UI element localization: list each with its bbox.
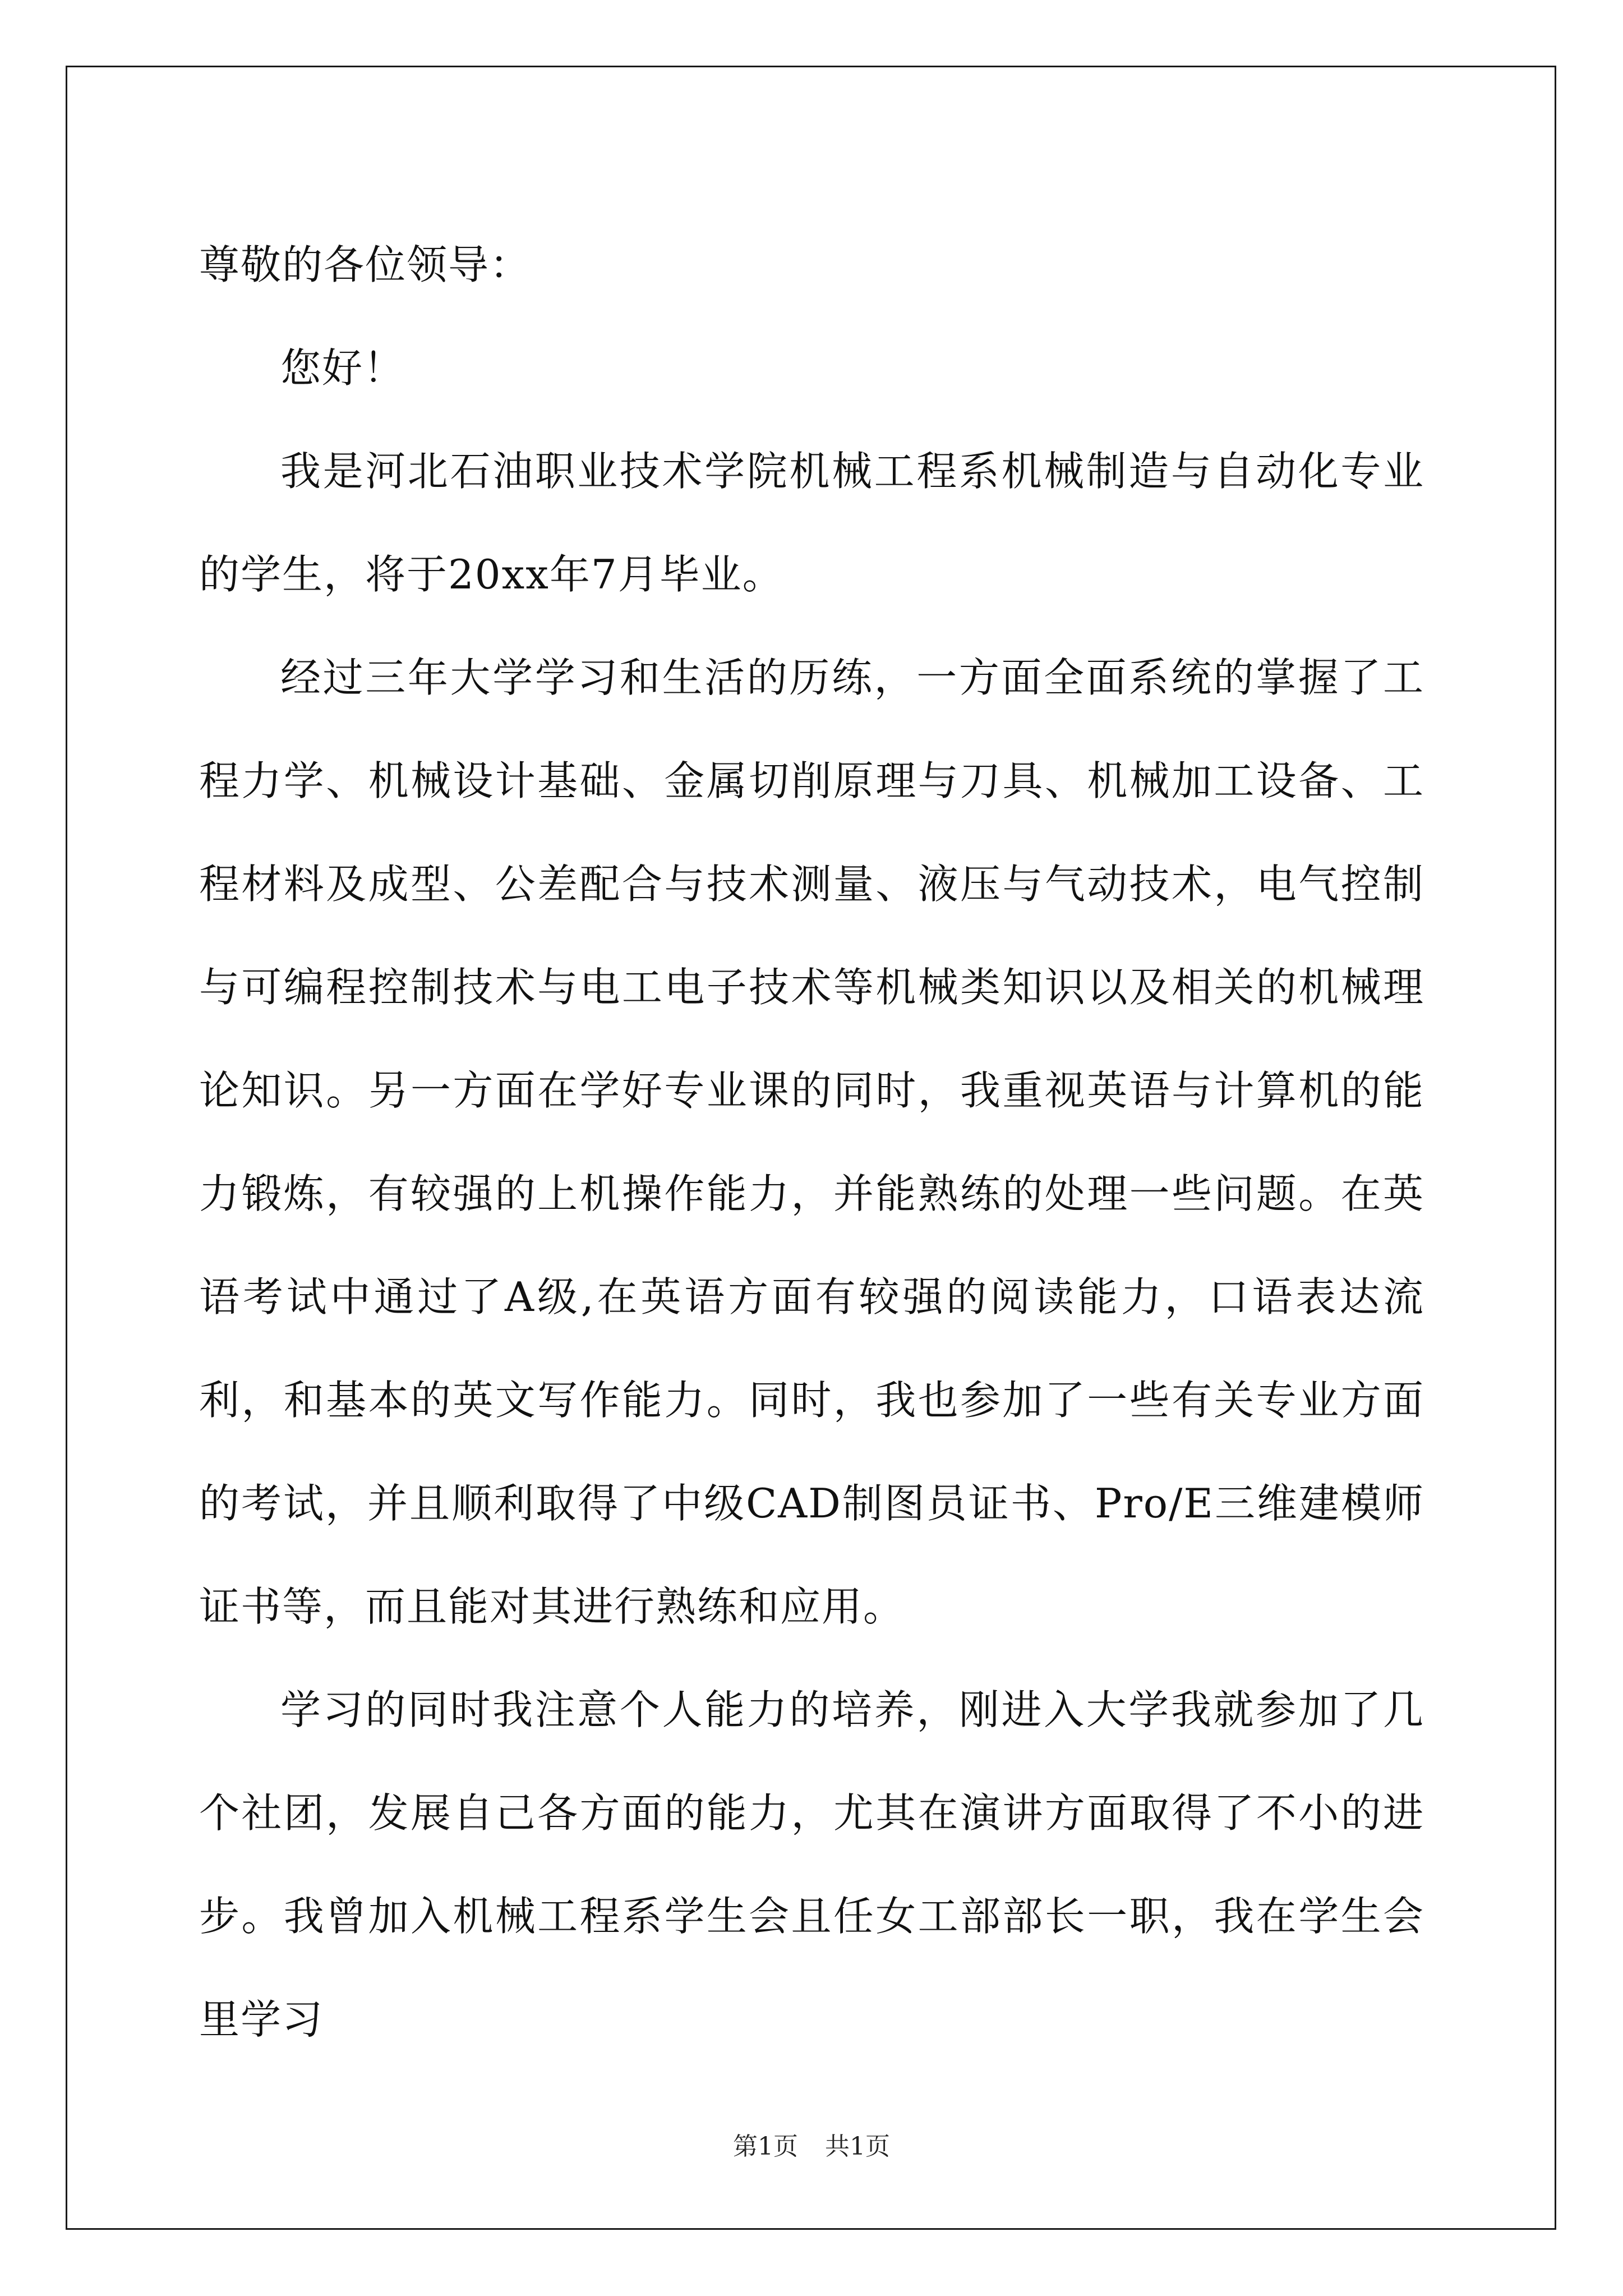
skills-paragraph: 经过三年大学学习和生活的历练，一方面全面系统的掌握了工程力学、机械设计基础、金属切削原理与刀具、机械加工设备、工程材料及成型、公差配合与技术测量、液压与气动技术，电气控制与可编程控制技术与电工电子技术等机械类知识以及相关的机械理论知识。另一方面在学好专业课的同时，我重视英语与计算机的能力锻炼，有较强的上机操作能力，并能熟练的处理一些问题。在英语考试中通过了A级,在英语方面有较强的阅读能力，口语表达流利，和基本的英文写作能力。同时，我也参加了一些有关专业方面的考试，并且顺利取得了中级CAD制图员证书、Pro/E三维建模师证书等，而且能对其进行熟练和应用。 xyxy=(199,654,1424,1630)
letter-body xyxy=(199,213,1424,2071)
page-footer xyxy=(0,2126,1623,2162)
activities-paragraph: 学习的同时我注意个人能力的培养，刚进入大学我就参加了几个社团，发展自己各方面的能力，尤其在演讲方面取得了不小的进步。我曾加入机械工程系学生会且任女工部部长一职，我在学生会里学习 xyxy=(199,1686,1424,2043)
page-number: 第1页 xyxy=(733,2132,798,2161)
page-total: 共1页 xyxy=(825,2132,890,2161)
greeting-paragraph: 您好！ xyxy=(280,344,405,392)
salutation: 尊敬的各位领导： xyxy=(199,241,532,288)
intro-paragraph: 我是河北石油职业技术学院机械工程系机械制造与自动化专业的学生，将于20xx年7月毕业。 xyxy=(199,448,1424,598)
